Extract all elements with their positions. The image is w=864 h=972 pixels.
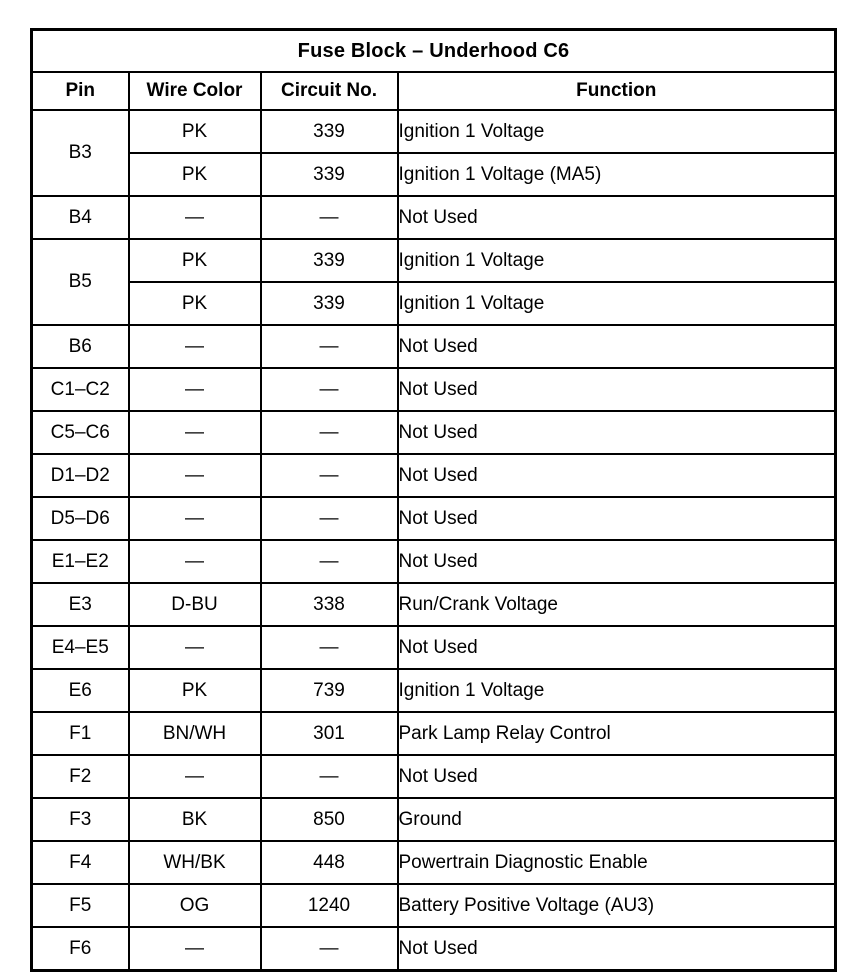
table-row xyxy=(32,798,836,841)
table-title-row xyxy=(32,30,836,73)
cell-pin: C5–C6 xyxy=(32,411,129,454)
table-row xyxy=(32,755,836,798)
table-header-row xyxy=(32,72,836,110)
cell-wire-color: PK xyxy=(129,669,261,712)
table-row xyxy=(32,153,836,196)
cell-wire-color: — xyxy=(129,454,261,497)
cell-function: Ground xyxy=(398,798,836,841)
cell-wire-color: — xyxy=(129,755,261,798)
table-row xyxy=(32,540,836,583)
cell-wire-color: PK xyxy=(129,282,261,325)
cell-function: Not Used xyxy=(398,454,836,497)
cell-pin: F5 xyxy=(32,884,129,927)
cell-circuit-no: 1240 xyxy=(261,884,398,927)
cell-wire-color: WH/BK xyxy=(129,841,261,884)
table-row xyxy=(32,626,836,669)
cell-wire-color: — xyxy=(129,196,261,239)
table-row xyxy=(32,841,836,884)
column-header-function: Function xyxy=(398,72,836,110)
cell-function: Not Used xyxy=(398,927,836,971)
cell-wire-color: D-BU xyxy=(129,583,261,626)
cell-pin: D1–D2 xyxy=(32,454,129,497)
cell-pin: F6 xyxy=(32,927,129,971)
cell-wire-color: PK xyxy=(129,110,261,153)
table-row xyxy=(32,712,836,755)
cell-circuit-no: — xyxy=(261,755,398,798)
cell-function: Ignition 1 Voltage xyxy=(398,282,836,325)
cell-circuit-no: 448 xyxy=(261,841,398,884)
cell-function: Not Used xyxy=(398,196,836,239)
cell-circuit-no: 339 xyxy=(261,282,398,325)
cell-circuit-no: — xyxy=(261,454,398,497)
cell-function: Not Used xyxy=(398,368,836,411)
cell-pin: F3 xyxy=(32,798,129,841)
table-row xyxy=(32,497,836,540)
cell-circuit-no: — xyxy=(261,497,398,540)
cell-circuit-no: 850 xyxy=(261,798,398,841)
cell-circuit-no: 301 xyxy=(261,712,398,755)
cell-wire-color: — xyxy=(129,325,261,368)
cell-function: Ignition 1 Voltage xyxy=(398,239,836,282)
cell-circuit-no: — xyxy=(261,368,398,411)
cell-pin: F1 xyxy=(32,712,129,755)
cell-circuit-no: — xyxy=(261,325,398,368)
table-body xyxy=(32,30,836,971)
table-row xyxy=(32,110,836,153)
table-row xyxy=(32,411,836,454)
cell-wire-color: — xyxy=(129,411,261,454)
cell-function: Ignition 1 Voltage xyxy=(398,669,836,712)
column-header-wire-color: Wire Color xyxy=(129,72,261,110)
cell-function: Park Lamp Relay Control xyxy=(398,712,836,755)
cell-wire-color: BK xyxy=(129,798,261,841)
column-header-pin: Pin xyxy=(32,72,129,110)
cell-function: Not Used xyxy=(398,497,836,540)
cell-function: Ignition 1 Voltage (MA5) xyxy=(398,153,836,196)
cell-function: Not Used xyxy=(398,325,836,368)
cell-pin: B4 xyxy=(32,196,129,239)
cell-wire-color: — xyxy=(129,368,261,411)
cell-pin: E1–E2 xyxy=(32,540,129,583)
cell-wire-color: BN/WH xyxy=(129,712,261,755)
cell-wire-color: — xyxy=(129,927,261,971)
cell-pin: B6 xyxy=(32,325,129,368)
table-row xyxy=(32,669,836,712)
cell-pin: B3 xyxy=(32,110,129,196)
cell-pin: D5–D6 xyxy=(32,497,129,540)
cell-circuit-no: — xyxy=(261,927,398,971)
cell-function: Not Used xyxy=(398,540,836,583)
cell-pin: F4 xyxy=(32,841,129,884)
cell-function: Not Used xyxy=(398,755,836,798)
cell-circuit-no: — xyxy=(261,411,398,454)
cell-wire-color: PK xyxy=(129,239,261,282)
table-row xyxy=(32,282,836,325)
cell-pin: E6 xyxy=(32,669,129,712)
cell-wire-color: PK xyxy=(129,153,261,196)
cell-circuit-no: — xyxy=(261,196,398,239)
connector-pinout-table xyxy=(30,28,837,972)
cell-function: Battery Positive Voltage (AU3) xyxy=(398,884,836,927)
cell-pin: E4–E5 xyxy=(32,626,129,669)
table-row xyxy=(32,239,836,282)
cell-circuit-no: — xyxy=(261,626,398,669)
cell-function: Not Used xyxy=(398,411,836,454)
table-row xyxy=(32,368,836,411)
cell-circuit-no: 339 xyxy=(261,239,398,282)
cell-wire-color: — xyxy=(129,497,261,540)
table-row xyxy=(32,325,836,368)
table-row xyxy=(32,454,836,497)
cell-circuit-no: 739 xyxy=(261,669,398,712)
column-header-circuit-no: Circuit No. xyxy=(261,72,398,110)
table-row xyxy=(32,884,836,927)
cell-circuit-no: 338 xyxy=(261,583,398,626)
table-title: Fuse Block – Underhood C6 xyxy=(32,30,836,73)
cell-circuit-no: 339 xyxy=(261,153,398,196)
cell-function: Run/Crank Voltage xyxy=(398,583,836,626)
cell-function: Ignition 1 Voltage xyxy=(398,110,836,153)
cell-pin: B5 xyxy=(32,239,129,325)
cell-pin: E3 xyxy=(32,583,129,626)
cell-circuit-no: — xyxy=(261,540,398,583)
cell-circuit-no: 339 xyxy=(261,110,398,153)
cell-wire-color: OG xyxy=(129,884,261,927)
cell-pin: C1–C2 xyxy=(32,368,129,411)
table-row xyxy=(32,583,836,626)
cell-function: Powertrain Diagnostic Enable xyxy=(398,841,836,884)
cell-function: Not Used xyxy=(398,626,836,669)
cell-wire-color: — xyxy=(129,626,261,669)
cell-pin: F2 xyxy=(32,755,129,798)
cell-wire-color: — xyxy=(129,540,261,583)
table-row xyxy=(32,196,836,239)
